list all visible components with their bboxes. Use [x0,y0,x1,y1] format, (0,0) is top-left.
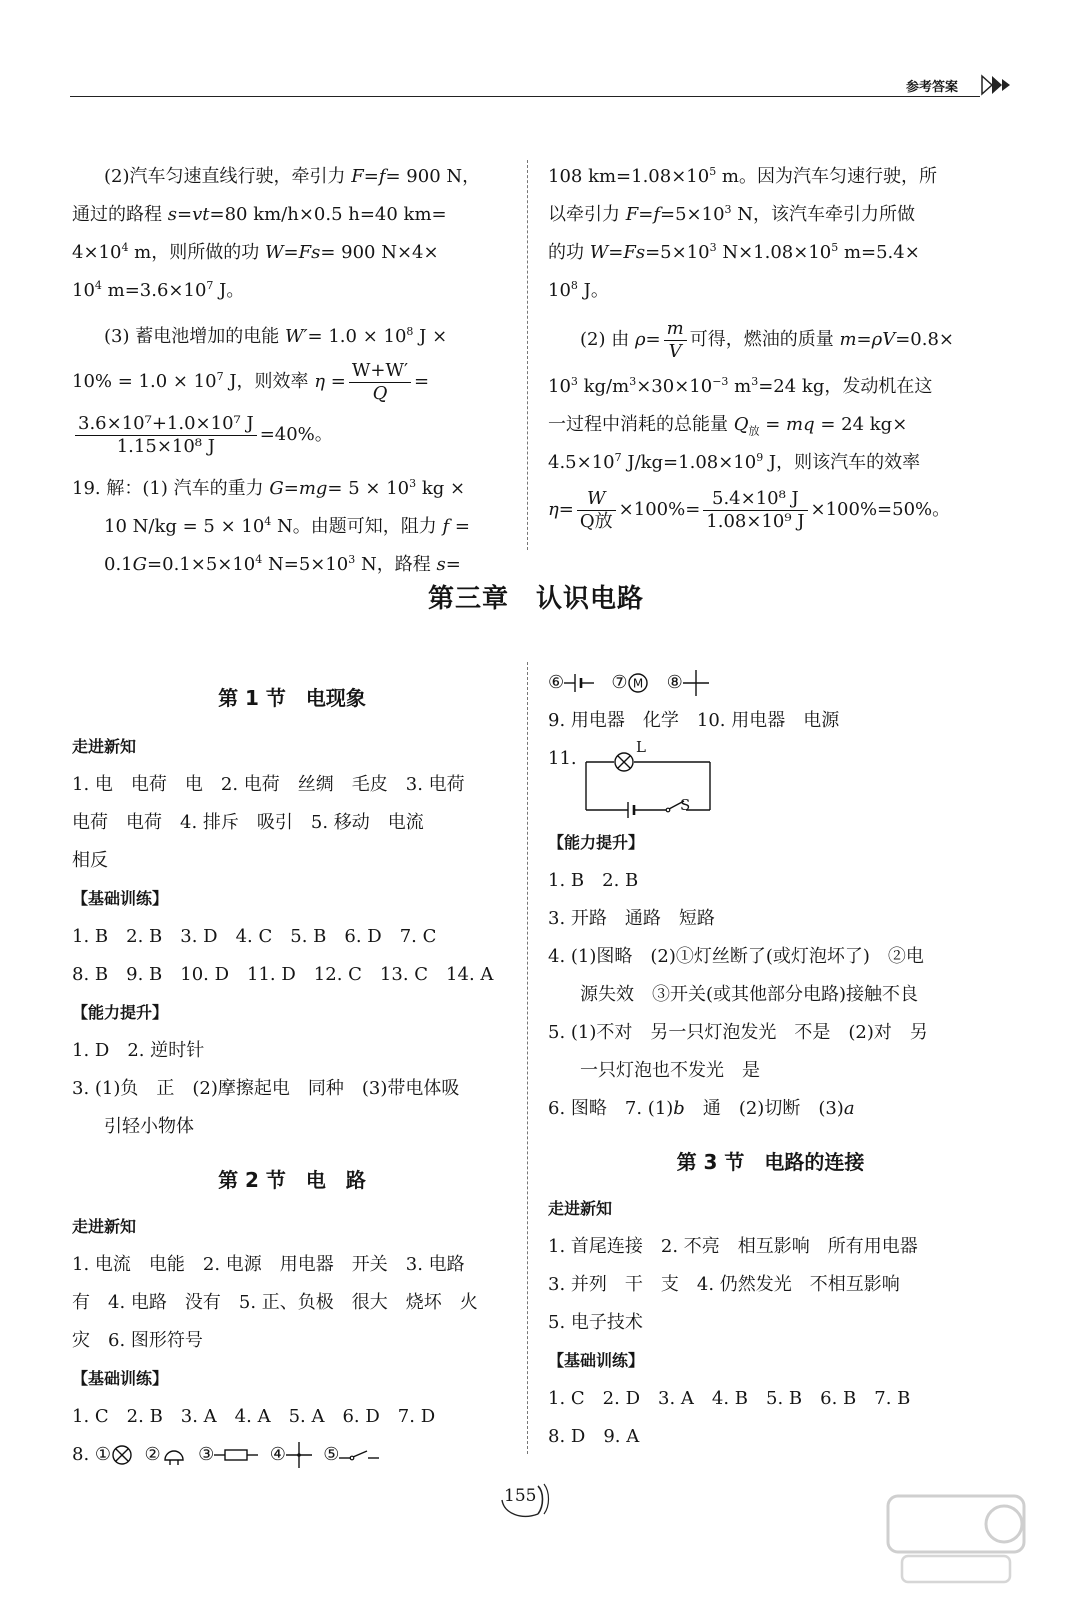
bottom-left-column: 第 1 节 电现象 走进新知 1. 电 电荷 电 2. 电荷 丝绸 毛皮 3. 电荷 电荷 电荷 4. 排斥 吸引 5. 移动 电流 相反 【基础训练】 1. B 2. B 3. D 4. C 5. B 6. D 7. C 8. B 9. B 10. D 11. D 12. C 13. C 14. A 【能力提升】 1. D 2. 逆时针 3. (1)负 正 (2)摩擦起电 同种 (3)带电体吸 引轻小物体 第 2 节 电 路 走进新知 1. 电流 电能 2. 电源 用电器 开关 3. 电路 有 4. 电路 没有 5. 正、负极 很大 烧坏 火 灾 6. 图形符号 【基础训练】 1. C 2. B 3. A 4. A 5. A 6. D 7. D 8. ① ② ③ ④ ⑤ [72,676,512,1474]
switch-symbol-icon [339,1447,379,1463]
column-divider-bottom [527,662,528,1454]
switch-label: S [680,796,691,814]
section-1-title: 第 1 节 电现象 [218,686,366,710]
top-left-column: (2)汽车匀速直线行驶，牵引力 F=f= 900 N， 通过的路程 s=vt=80 km/h×0.5 h=40 km= $4\times 10^4$ m，则所做的功 W=Fs= 900 N×4× $10^4$ $m=3.6\times 10^7$ J。 (3) 蓄电池增加的电能 $W'= 1.0 \times 10^8$ J × $10\% = 1.0 \times 10^7$ J，则效率 η = $\frac{W+W'}{Q}$ = $\frac{\text{3.6×10⁷+1.0×10⁷ J}}{\text{1.15×10⁸ J}}$ =40%。 19. 解：(1) 汽车的重力 $G=mg= 5 \times 10^3$ kg × 10 $N/kg = 5 \times 10^4$ N。由题可知，阻力 f = $0.1G=0.1\times 5\times 10^4$ $N=5\times 10^3$ N，路程 s= [72,166,481,575]
column-divider-top [527,160,528,550]
header-label: 参考答案 [906,80,959,95]
section-3-title: 第 3 节 电路的连接 [676,1150,865,1174]
page-number: 155 [504,1486,537,1506]
svg-text:M: M [633,676,644,691]
subhead-zjxz-1: 走进新知 [72,737,137,756]
chapter-title: 第三章 认识电路 [427,584,644,614]
lamp-label: L [636,738,646,756]
section-2-title: 第 2 节 电 路 [218,1168,366,1192]
header-rule [70,96,980,97]
circuit-diagram [576,744,716,824]
wire-crossing-icon [683,670,709,696]
motor-symbol-icon [627,672,649,694]
wire-junction-icon [286,1442,312,1468]
battery-symbol-icon [564,672,594,694]
lamp-symbol-icon [111,1444,133,1466]
top-right-column: 108 $km=1.08\times 10^5$ m。因为汽车匀速行驶，所 以牵引力 $F=f=5\times 10^3$ N，该汽车牵引力所做 的功 $W=Fs=5\times 10^3$ $N\times 1.08\times 10^5$ m=5.4× $10^8$ J。 (2) 由 ρ= $\frac{m}{V}$ 可得，燃油的质量 m=ρV=0.8× $10^3$ $kg/m^3\times 30\times 10^{-3}$ $m^3=24$ kg，发动机在这 一过程中消耗的总能量 $Q_放$ = mq = 24 kg× $4.5\times 10^7$ $J/kg=1.08\times 10^9$ J，则该汽车的效率 η= $\frac{W}{\text{Q放}}$ ×100%= $\frac{\text{5.4×10⁸ J}}{\text{1.08×10⁹ J}}$ ×100%=50%。 [548,165,955,532]
header-arrow-icon [980,72,1016,98]
bell-symbol-icon [161,1444,187,1466]
resistor-symbol-icon [214,1447,258,1463]
bottom-right-column: ⑥ ⑦ M ⑧ 9. 用电器 化学 10. 用电器 电源 11. L S 【能力提升】 1. B 2. B 3. 开路 通路 短路 4. (1)图略 (2)①灯丝断了(或灯泡坏了) ②电 源失效 ③开关(或其他部分电路)接触不良 5. (1)不对 另一只灯泡发光 不是 (2)对 另 一只灯泡也不发光 是 6. 图略 7. (1)b 通 (2)切断 (3)a 第 3 节 电路的连接 走进新知 1. 首尾连接 2. 不亮 相互影响 所有用电器 3. 并列 干 支 4. 仍然发光 不相互影响 5. 电子技术 【基础训练】 1. C 2. D 3. A 4. B 5. B 6. B 7. B 8. D 9. A [548,664,993,1456]
watermark-logo-icon [880,1490,1030,1590]
